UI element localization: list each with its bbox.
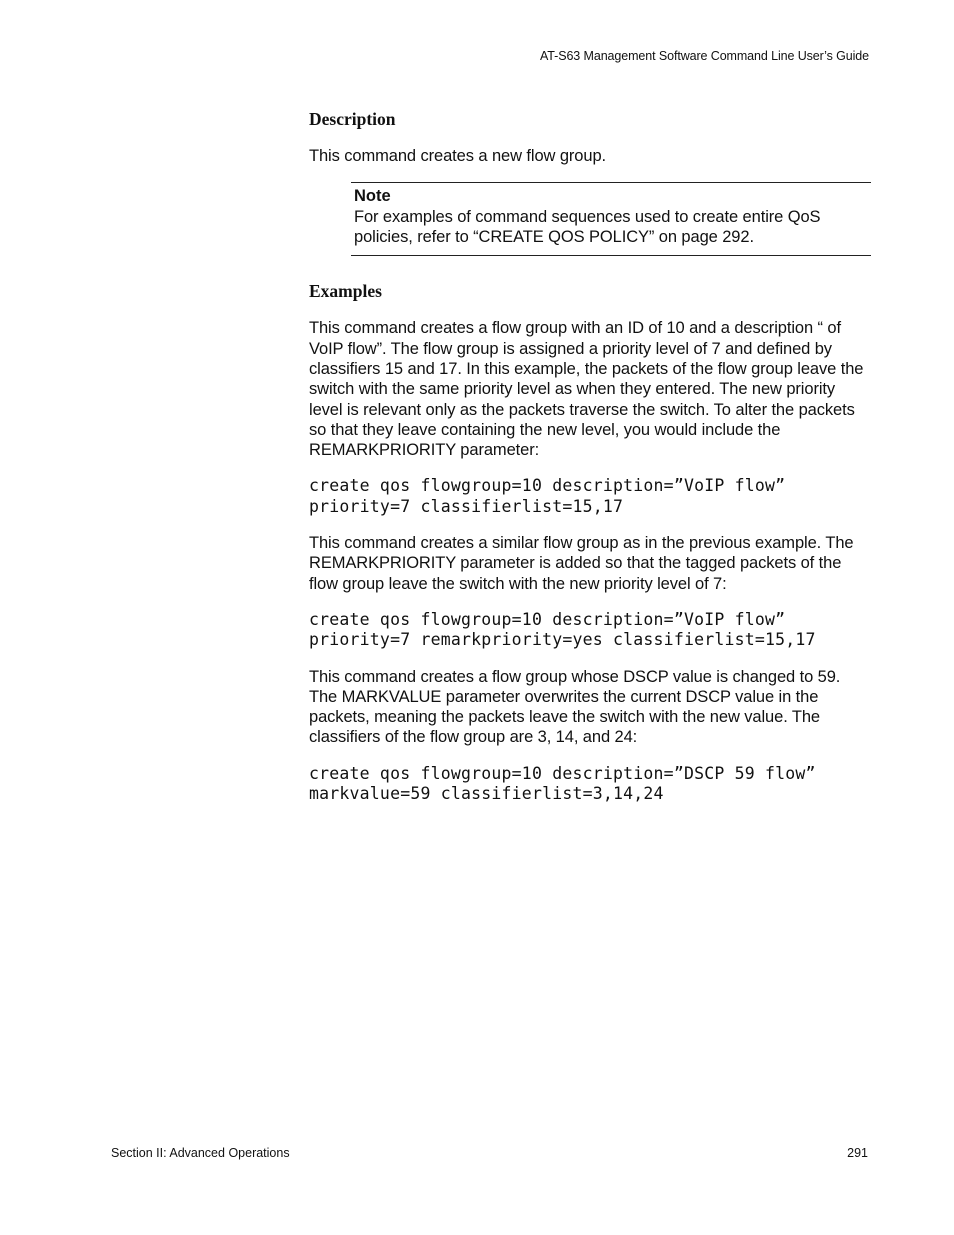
- example-paragraph-3: This command creates a flow group whose DSCP value is changed to 59. The MARKVALUE parameter overwrites the current DSCP value in the packets, meaning the packets leave the switch with the new value. The classifiers of the flow group are 3, 14, and 24:: [309, 667, 841, 747]
- description-text: This command creates a new flow group.: [309, 147, 607, 165]
- code-example-3: create qos flowgroup=10 description=”DSCP 59 flow” markvalue=59 classifierlist=3,14,24: [309, 763, 816, 804]
- note-text: For examples of command sequences used to create entire QoS policies, refer to “CREATE QOS POLICY” on page 292.: [354, 207, 821, 247]
- code-example-2: create qos flowgroup=10 description=”VoIP flow” priority=7 remarkpriority=yes classifierlist=15,17: [309, 609, 816, 650]
- running-header: AT-S63 Management Software Command Line User’s Guide: [540, 49, 869, 63]
- description-heading: Description: [309, 109, 396, 129]
- example-paragraph-1: This command creates a flow group with an ID of 10 and a description “ of VoIP flow”. The flow group is assigned a priority level of 7 and defined by classifiers 15 and 17. In this example, the packets of the flow group leave the switch with the same priority level as when they entered. The new priority level is relevant only as the packets traverse the switch. To alter the packets so that they leave containing the new level, you would include the REMARKPRIORITY parameter:: [309, 319, 864, 460]
- code-example-1: create qos flowgroup=10 description=”VoIP flow” priority=7 classifierlist=15,17: [309, 476, 786, 516]
- footer-section: Section II: Advanced Operations: [111, 1146, 290, 1160]
- page-number: 291: [847, 1146, 868, 1160]
- examples-heading: Examples: [309, 281, 382, 302]
- example-paragraph-2: This command creates a similar flow group as in the previous example. The REMARKPRIORITY parameter is added so that the tagged packets of the flow group leave the switch with the new priority level of 7:: [309, 534, 854, 593]
- note-title: Note: [354, 187, 391, 206]
- main-content: [309, 108, 871, 804]
- note-box: [351, 182, 871, 256]
